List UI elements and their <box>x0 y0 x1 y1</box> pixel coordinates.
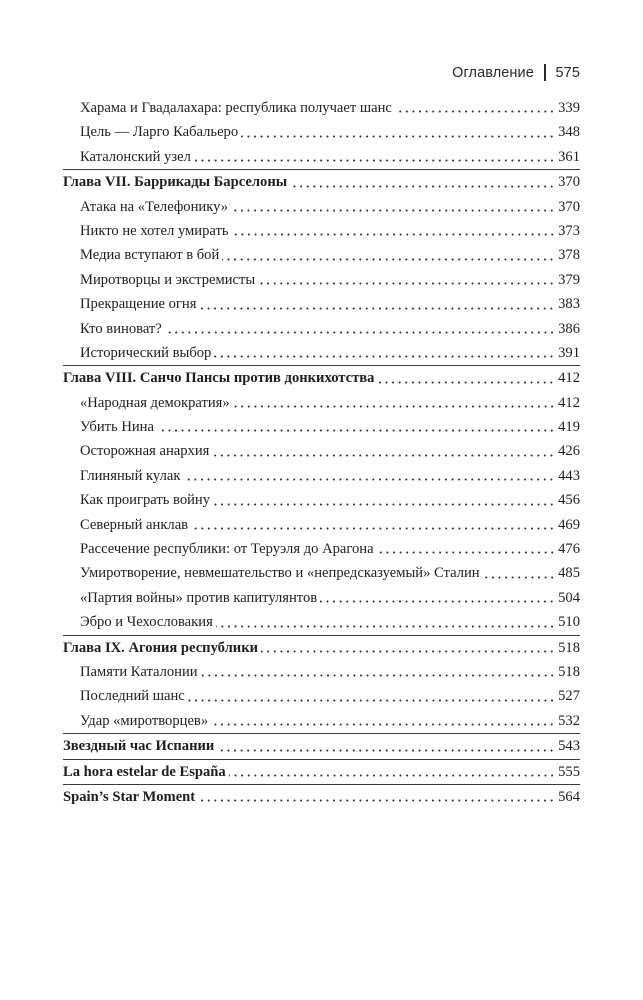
toc-entry-page: 510 <box>558 614 580 631</box>
toc-section-entry[interactable] <box>63 488 580 512</box>
toc-entry-page: 383 <box>558 296 580 313</box>
toc-entry-page: 456 <box>558 492 580 509</box>
toc-entry-page: 504 <box>558 589 580 606</box>
dot-leader <box>233 405 555 408</box>
dot-leader <box>157 429 555 432</box>
dot-leader <box>261 650 555 653</box>
toc-entry-title: Глава VII. Баррикады Барселоны <box>63 174 288 191</box>
toc-section-entry[interactable] <box>63 660 580 684</box>
toc-entry-page: 543 <box>558 738 580 755</box>
toc-chapter-entry[interactable] <box>63 366 580 390</box>
dot-leader <box>231 209 555 212</box>
toc-entry-page: 555 <box>558 763 580 780</box>
dot-leader <box>483 576 555 579</box>
toc-entry-page: 348 <box>558 124 580 141</box>
toc-entry-title: Как проиграть войну <box>80 492 211 509</box>
toc-section-entry[interactable] <box>63 610 580 634</box>
toc-entry-title: Харама и Гвадалахара: республика получает шанс <box>80 100 392 116</box>
toc-entry-title: Звездный час Испании <box>63 738 215 755</box>
table-of-contents <box>63 96 580 809</box>
toc-entry-title: Эбро и Чехословакия <box>80 614 213 631</box>
page-number: 575 <box>555 64 580 81</box>
dot-leader <box>199 307 555 310</box>
toc-entry-page: 532 <box>558 712 580 729</box>
toc-entry-title: Убить Нина <box>80 419 154 436</box>
toc-entry-title: Цель — Ларго Кабальеро <box>80 124 239 141</box>
dot-leader <box>395 110 555 113</box>
toc-entry-title: Медиа вступают в бой <box>80 247 220 264</box>
dot-leader <box>201 674 555 677</box>
toc-section-entry[interactable] <box>63 586 580 610</box>
toc-entry-title: Никто не хотел умирать <box>80 222 229 239</box>
dot-leader <box>232 233 556 236</box>
toc-entry-title: Миротворцы и экстремисты <box>80 271 256 288</box>
toc-section-entry[interactable] <box>63 145 580 169</box>
toc-entry-page: 370 <box>558 198 580 215</box>
toc-entry-page: 527 <box>558 688 580 705</box>
dot-leader <box>191 527 555 530</box>
toc-entry-title: Северный анклав <box>80 516 189 533</box>
toc-entry-title: Прекращение огня <box>80 296 197 313</box>
dot-leader <box>183 478 555 481</box>
toc-entry-title: Глава IX. Агония республики <box>63 639 259 656</box>
toc-entry-title: Осторожная анархия <box>80 443 210 460</box>
toc-entry-title: Кто виноват? <box>80 320 162 337</box>
toc-chapter-entry[interactable] <box>63 170 580 194</box>
toc-entry-title: Исторический выбор <box>80 344 212 361</box>
toc-entry-title: Удар «миротворцев» <box>80 712 209 729</box>
toc-entry-page: 419 <box>558 419 580 436</box>
toc-section-entry[interactable] <box>63 464 580 488</box>
toc-section-entry[interactable] <box>63 513 580 537</box>
dot-leader <box>214 355 555 358</box>
toc-entry-title: Spain’s Star Moment <box>63 788 196 805</box>
dot-leader <box>198 799 555 802</box>
toc-section-entry[interactable] <box>63 341 580 365</box>
dot-leader <box>377 381 555 384</box>
toc-section-entry[interactable] <box>63 120 580 144</box>
toc-entry-title: Памяти Каталонии <box>80 663 198 680</box>
dot-leader <box>290 185 555 188</box>
running-head <box>452 64 580 81</box>
dot-leader <box>188 699 555 702</box>
toc-section-entry[interactable] <box>63 561 580 585</box>
dot-leader <box>212 454 555 457</box>
toc-entry-page: 386 <box>558 320 580 337</box>
toc-entry-title: «Народная демократия» <box>80 394 230 411</box>
dot-leader <box>216 625 555 628</box>
toc-section-entry[interactable] <box>63 219 580 243</box>
toc-entry-page: 518 <box>558 663 580 680</box>
dot-leader <box>211 723 555 726</box>
toc-entry-title: Рассечение республики: от Теруэля до Арагона <box>80 541 374 558</box>
toc-section-entry[interactable] <box>63 268 580 292</box>
toc-entry-title: Последний шанс <box>80 688 185 705</box>
dot-leader <box>213 503 555 506</box>
toc-section-entry[interactable] <box>63 195 580 219</box>
toc-entry-title: Атака на «Телефонику» <box>80 198 229 215</box>
toc-entry-page: 412 <box>558 394 580 411</box>
toc-entry-title: La hora estelar de España <box>63 763 226 780</box>
dot-leader <box>377 551 556 554</box>
section-title: Оглавление <box>452 64 534 81</box>
toc-entry-title: Глиняный кулак <box>80 467 181 484</box>
toc-entry-page: 373 <box>558 222 580 239</box>
dot-leader <box>217 749 555 752</box>
toc-section-entry[interactable] <box>63 317 580 341</box>
toc-section-entry[interactable] <box>63 439 580 463</box>
toc-entry-page: 378 <box>558 247 580 264</box>
toc-chapter-entry[interactable] <box>63 636 580 660</box>
toc-section-entry[interactable] <box>63 243 580 267</box>
toc-entry-page: 476 <box>558 541 580 558</box>
dot-leader <box>165 331 555 334</box>
toc-section-entry[interactable] <box>63 96 580 120</box>
toc-entry-title: Каталонский узел <box>80 148 191 165</box>
toc-section-entry[interactable] <box>63 709 580 733</box>
toc-entry-page: 564 <box>558 788 580 805</box>
dot-leader <box>320 600 555 603</box>
dot-leader <box>222 258 555 261</box>
toc-entry-page: 370 <box>558 174 580 191</box>
toc-entry-page: 339 <box>558 100 580 116</box>
toc-entry-page: 361 <box>558 148 580 165</box>
toc-section-entry[interactable] <box>63 415 580 439</box>
dot-leader <box>258 282 555 285</box>
toc-chapter-entry[interactable] <box>63 734 580 758</box>
toc-entry-title: «Партия войны» против капитулянтов <box>80 589 318 606</box>
toc-entry-page: 443 <box>558 467 580 484</box>
toc-entry-page: 485 <box>558 565 580 582</box>
toc-section-entry[interactable] <box>63 292 580 316</box>
toc-entry-page: 391 <box>558 344 580 361</box>
toc-section-entry[interactable] <box>63 537 580 561</box>
dot-leader <box>241 135 555 138</box>
toc-entry-page: 518 <box>558 639 580 656</box>
toc-section-entry[interactable] <box>63 391 580 415</box>
toc-entry-page: 469 <box>558 516 580 533</box>
toc-entry-page: 426 <box>558 443 580 460</box>
toc-entry-page: 379 <box>558 271 580 288</box>
toc-chapter-entry[interactable] <box>63 785 580 809</box>
dot-leader <box>194 159 555 162</box>
toc-section-entry[interactable] <box>63 684 580 708</box>
toc-entry-page: 412 <box>558 370 580 387</box>
toc-chapter-entry[interactable] <box>63 760 580 784</box>
toc-entry-title: Глава VIII. Санчо Пансы против донкихотства <box>63 370 375 387</box>
toc-entry-title: Умиротворение, невмешательство и «непредсказуемый» Сталин <box>80 565 480 582</box>
dot-leader <box>229 774 555 777</box>
header-separator <box>544 64 546 81</box>
